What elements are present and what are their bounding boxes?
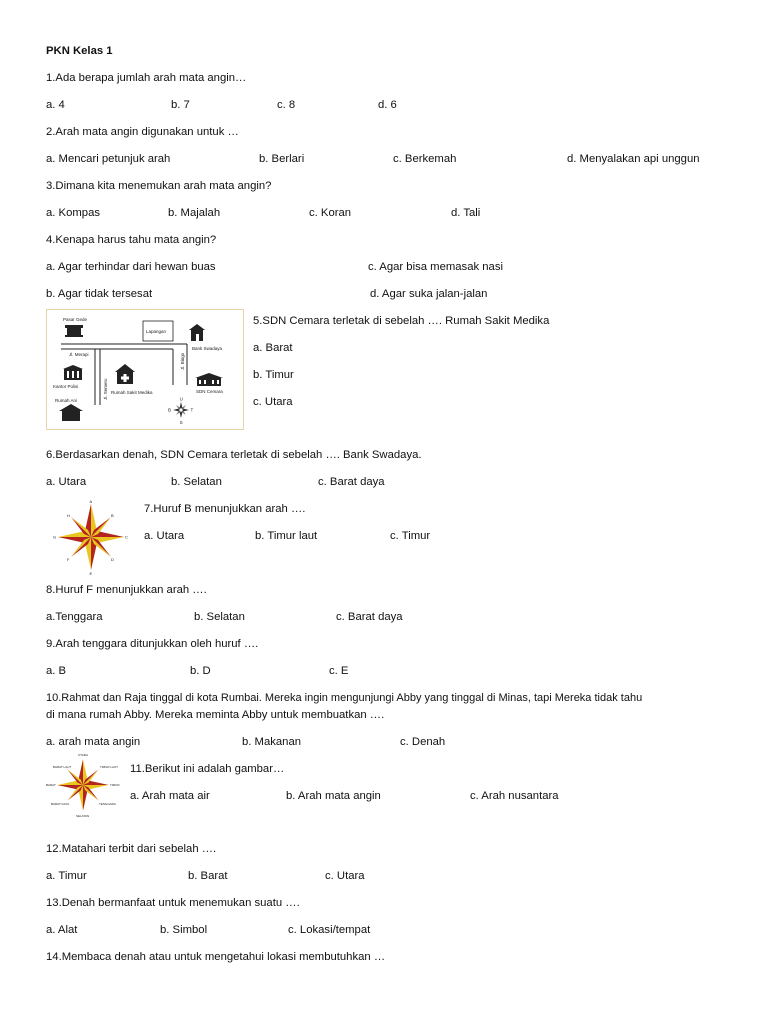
question-7: 7.Huruf B menunjukkan arah …. <box>144 503 306 515</box>
question-3: 3.Dimana kita menemukan arah mata angin? <box>46 180 272 192</box>
svg-text:TENGGARA: TENGGARA <box>99 802 116 806</box>
map-compass-icon <box>168 397 194 426</box>
q12-option-b: b. Barat <box>188 870 228 882</box>
map-label-semeru: Jl. Semeru <box>103 378 108 400</box>
q3-option-b: b. Majalah <box>168 207 221 219</box>
q3-option-a: a. Kompas <box>46 207 101 219</box>
q8-option-a: a.Tenggara <box>46 611 103 623</box>
svg-text:G: G <box>53 534 57 540</box>
q9-option-c: c. E <box>329 665 349 677</box>
q2-option-b: b. Berlari <box>259 153 305 165</box>
map-label-bingo: Jl. Bingo <box>180 352 185 370</box>
q12-option-a: a. Timur <box>46 870 87 882</box>
question-12: 12.Matahari terbit dari sebelah …. <box>46 843 217 855</box>
map-label-bank: Bank Swadaya <box>192 346 223 351</box>
svg-text:A: A <box>89 499 93 504</box>
question-10-line-2: di mana rumah Abby. Mereka meminta Abby untuk membuatkan …. <box>46 709 385 721</box>
q1-option-d: d. 6 <box>378 99 397 111</box>
question-2: 2.Arah mata angin digunakan untuk … <box>46 126 239 138</box>
question-1: 1.Ada berapa jumlah arah mata angin… <box>46 72 247 84</box>
q7-option-b: b. Timur laut <box>255 530 318 542</box>
q12-option-c: c. Utara <box>325 870 365 882</box>
map-label-ani: Rumah Ani <box>55 398 78 403</box>
q4-option-d: d. Agar suka jalan-jalan <box>370 288 488 300</box>
svg-text:BARAT: BARAT <box>46 783 56 787</box>
q10-option-b: b. Makanan <box>242 736 302 748</box>
q9-option-a: a. B <box>46 665 67 677</box>
question-5: 5.SDN Cemara terletak di sebelah …. Rumah Sakit Medika <box>253 315 550 327</box>
q2-option-c: c. Berkemah <box>393 153 457 165</box>
map-label-sdn: SDN Cemara <box>196 389 223 394</box>
question-6: 6.Berdasarkan denah, SDN Cemara terletak di sebelah …. Bank Swadaya. <box>46 449 422 461</box>
question-4: 4.Kenapa harus tahu mata angin? <box>46 234 217 246</box>
question-11: 11.Berikut ini adalah gambar… <box>130 763 285 775</box>
q2-option-a: a. Mencari petunjuk arah <box>46 153 171 165</box>
q10-option-a: a. arah mata angin <box>46 736 141 748</box>
q7-option-a: a. Utara <box>144 530 185 542</box>
q11-option-a: a. Arah mata air <box>130 790 210 802</box>
q13-option-b: b. Simbol <box>160 924 208 936</box>
svg-text:B: B <box>111 513 114 518</box>
compass-star-icon <box>46 752 120 818</box>
q11-option-b: b. Arah mata angin <box>286 790 381 802</box>
map-label-rs: Rumah Sakit Medika <box>111 390 153 395</box>
svg-text:TIMUR LAUT: TIMUR LAUT <box>100 765 118 769</box>
svg-text:S: S <box>179 420 183 425</box>
q13-option-a: a. Alat <box>46 924 78 936</box>
q1-option-a: a. 4 <box>46 99 65 111</box>
q5-option-c: c. Utara <box>253 396 293 408</box>
q3-option-c: c. Koran <box>309 207 352 219</box>
compass-rose-letters <box>52 498 130 576</box>
q5-option-a: a. Barat <box>253 342 293 354</box>
svg-text:SELATAN: SELATAN <box>76 814 90 818</box>
q4-option-c: c. Agar bisa memasak nasi <box>368 261 503 273</box>
q7-option-c: c. Timur <box>390 530 431 542</box>
q13-option-c: c. Lokasi/tempat <box>288 924 371 936</box>
q6-option-c: c. Barat daya <box>318 476 385 488</box>
q10-option-c: c. Denah <box>400 736 446 748</box>
svg-text:C: C <box>125 534 128 540</box>
svg-text:H: H <box>67 513 70 518</box>
map-label-lapangan: Lapangan <box>146 329 167 334</box>
map-drawing <box>47 310 243 429</box>
svg-text:B: B <box>168 407 172 413</box>
compass-star-icon <box>52 498 130 576</box>
q5-option-b: b. Timur <box>253 369 294 381</box>
q11-option-c: c. Arah nusantara <box>470 790 559 802</box>
q4-option-a: a. Agar terhindar dari hewan buas <box>46 261 216 273</box>
map-label-polisi: Kantor Polisi <box>53 384 79 389</box>
q9-option-b: b. D <box>190 665 211 677</box>
svg-text:D: D <box>111 557 114 562</box>
q1-option-b: b. 7 <box>171 99 190 111</box>
q3-option-d: d. Tali <box>451 207 481 219</box>
question-8: 8.Huruf F menunjukkan arah …. <box>46 584 207 596</box>
q2-option-d: d. Menyalakan api unggun <box>567 153 700 165</box>
svg-text:UTARA: UTARA <box>78 753 88 757</box>
map-label-pasar: Pasar Gede <box>63 317 88 322</box>
q6-option-b: b. Selatan <box>171 476 222 488</box>
svg-text:BARAT DAYA: BARAT DAYA <box>51 802 70 806</box>
svg-text:U: U <box>179 396 183 402</box>
question-9: 9.Arah tenggara ditunjukkan oleh huruf …. <box>46 638 259 650</box>
q1-option-c: c. 8 <box>277 99 296 111</box>
page-title: PKN Kelas 1 <box>46 45 113 57</box>
question-14: 14.Membaca denah atau untuk mengetahui lokasi membutuhkan … <box>46 951 386 963</box>
svg-text:T: T <box>190 407 194 413</box>
q8-option-b: b. Selatan <box>194 611 245 623</box>
q8-option-c: c. Barat daya <box>336 611 403 623</box>
q4-option-b: b. Agar tidak tersesat <box>46 288 153 300</box>
neighborhood-map <box>46 309 244 430</box>
svg-text:BARAT LAUT: BARAT LAUT <box>53 765 72 769</box>
svg-text:F: F <box>67 557 70 562</box>
question-13: 13.Denah bermanfaat untuk menemukan suatu …. <box>46 897 300 909</box>
svg-text:E: E <box>89 571 93 576</box>
q6-option-a: a. Utara <box>46 476 87 488</box>
compass-rose-directions <box>46 752 120 818</box>
map-label-merapi: Jl. Merapi <box>69 352 89 357</box>
svg-text:TIMUR: TIMUR <box>110 783 120 787</box>
question-10-line-1: 10.Rahmat dan Raja tinggal di kota Rumbai. Mereka ingin mengunjungi Abby yang tinggal di Minas, tapi Mereka tidak tahu <box>46 692 643 704</box>
